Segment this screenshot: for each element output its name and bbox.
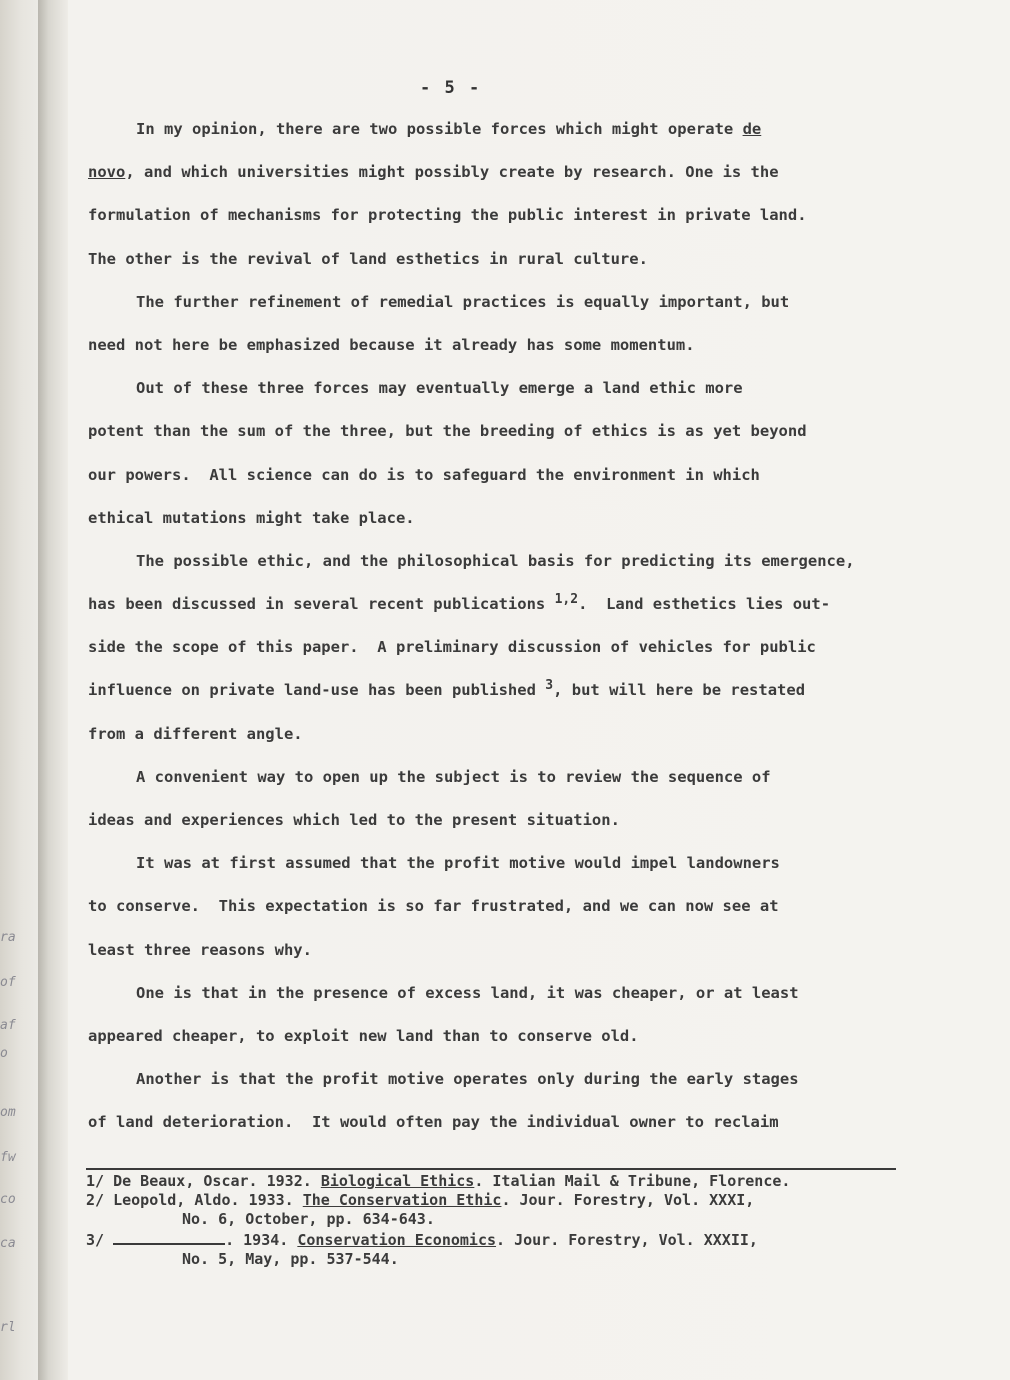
text-run: 2/ Leopold, Aldo. 1933. (86, 1191, 303, 1209)
text-run: influence on private land-use has been published (88, 681, 546, 700)
text-run: 3/ (86, 1231, 114, 1249)
text-line (88, 1015, 948, 1058)
bleed-fragment: af (0, 1018, 16, 1033)
text-run: One is that in the presence of excess land, it was cheaper, or at least (136, 983, 799, 1002)
text-line (88, 108, 948, 151)
text-run: The further refinement of remedial practices is equally important, but (136, 292, 790, 311)
footnote-line (86, 1172, 946, 1191)
text-run: No. 5, May, pp. 537-544. (182, 1250, 399, 1268)
bleed-fragment: ra (0, 930, 16, 945)
text-run: A convenient way to open up the subject is to review the sequence of (136, 767, 771, 786)
footnote-line (86, 1191, 946, 1210)
text-line (88, 583, 948, 626)
text-line (88, 799, 948, 842)
text-line (88, 540, 948, 583)
bleed-fragment: om (0, 1105, 16, 1120)
reference-superscript: 3 (545, 678, 554, 694)
text-run: formulation of mechanisms for protecting the public interest in private land. (88, 206, 807, 225)
underlined-text: de (742, 120, 762, 138)
text-line (88, 238, 948, 281)
text-run: The other is the revival of land esthetics in rural culture. (88, 249, 648, 268)
footnote-line (86, 1250, 946, 1269)
body-text (88, 108, 948, 1145)
text-line (88, 367, 948, 410)
text-run: from a different angle. (88, 724, 303, 743)
bleed-fragment: ca (0, 1236, 16, 1251)
text-line (88, 324, 948, 367)
bleed-fragment: of (0, 975, 16, 990)
text-run: ethical mutations might take place. (88, 508, 415, 527)
margin-bleed-through (0, 0, 24, 1380)
text-run: The possible ethic, and the philosophical basis for predicting its emergence, (136, 551, 855, 570)
text-run: , and which universities might possibly create by research. One is the (125, 163, 779, 182)
text-run: . Jour. Forestry, Vol. XXXI, (501, 1191, 755, 1209)
text-run: to conserve. This expectation is so far frustrated, and we can now see at (88, 897, 779, 916)
text-run: our powers. All science can do is to safeguard the environment in which (88, 465, 760, 484)
text-run: has been discussed in several recent publications (88, 595, 555, 614)
text-line (88, 756, 948, 799)
text-line (88, 1058, 948, 1101)
bleed-fragment: o (0, 1046, 8, 1061)
underlined-text: The Conservation Ethic (302, 1191, 502, 1209)
underlined-text: Biological Ethics (320, 1172, 475, 1190)
text-run: . 1934. (225, 1231, 298, 1249)
underlined-text: novo (88, 163, 126, 182)
text-line (88, 713, 948, 756)
bleed-fragment: rl (0, 1320, 16, 1335)
text-line (88, 194, 948, 237)
reference-superscript: 1,2 (554, 592, 579, 608)
footnotes (86, 1172, 946, 1269)
bleed-fragment: fw (0, 1150, 16, 1165)
text-run: need not here be emphasized because it already has some momentum. (88, 335, 695, 354)
footnote-line (86, 1210, 946, 1229)
page-number: - 5 - (420, 78, 482, 98)
text-run: least three reasons why. (88, 940, 312, 959)
footnote-rule (86, 1168, 896, 1170)
text-line (88, 410, 948, 453)
text-run: . Italian Mail & Tribune, Florence. (474, 1172, 791, 1190)
text-line (88, 885, 948, 928)
bleed-fragment: co (0, 1192, 16, 1207)
text-run: side the scope of this paper. A preliminary discussion of vehicles for public (88, 638, 816, 657)
text-run: , but will here be restated (553, 681, 806, 700)
text-line (88, 842, 948, 885)
text-run: of land deterioration. It would often pay the individual owner to reclaim (88, 1113, 779, 1132)
text-run: potent than the sum of the three, but the breeding of ethics is as yet beyond (88, 422, 807, 441)
text-line (88, 281, 948, 324)
text-run: . Land esthetics lies out- (578, 595, 831, 614)
text-run: . Jour. Forestry, Vol. XXXII, (496, 1231, 758, 1249)
author-repeat-blank (113, 1229, 225, 1245)
page-fold-shadow (38, 0, 68, 1380)
text-run: Another is that the profit motive operates only during the early stages (136, 1070, 799, 1089)
text-line (88, 151, 948, 194)
underlined-text: Conservation Economics (297, 1231, 497, 1249)
text-run: ideas and experiences which led to the present situation. (88, 811, 620, 829)
text-line (88, 626, 948, 669)
text-line (88, 972, 948, 1015)
text-line (88, 1101, 948, 1144)
text-line (88, 929, 948, 972)
footnote-line (86, 1229, 946, 1250)
text-run: appeared cheaper, to exploit new land than to conserve old. (88, 1026, 639, 1045)
text-run: In my opinion, there are two possible forces which might operate (136, 120, 743, 138)
text-run: Out of these three forces may eventually emerge a land ethic more (136, 379, 743, 398)
text-line (88, 669, 948, 712)
text-run: It was at first assumed that the profit motive would impel landowners (136, 854, 780, 873)
text-run: 1/ De Beaux, Oscar. 1932. (86, 1172, 321, 1190)
text-line (88, 454, 948, 497)
text-run: No. 6, October, pp. 634-643. (182, 1210, 435, 1228)
text-line (88, 497, 948, 540)
